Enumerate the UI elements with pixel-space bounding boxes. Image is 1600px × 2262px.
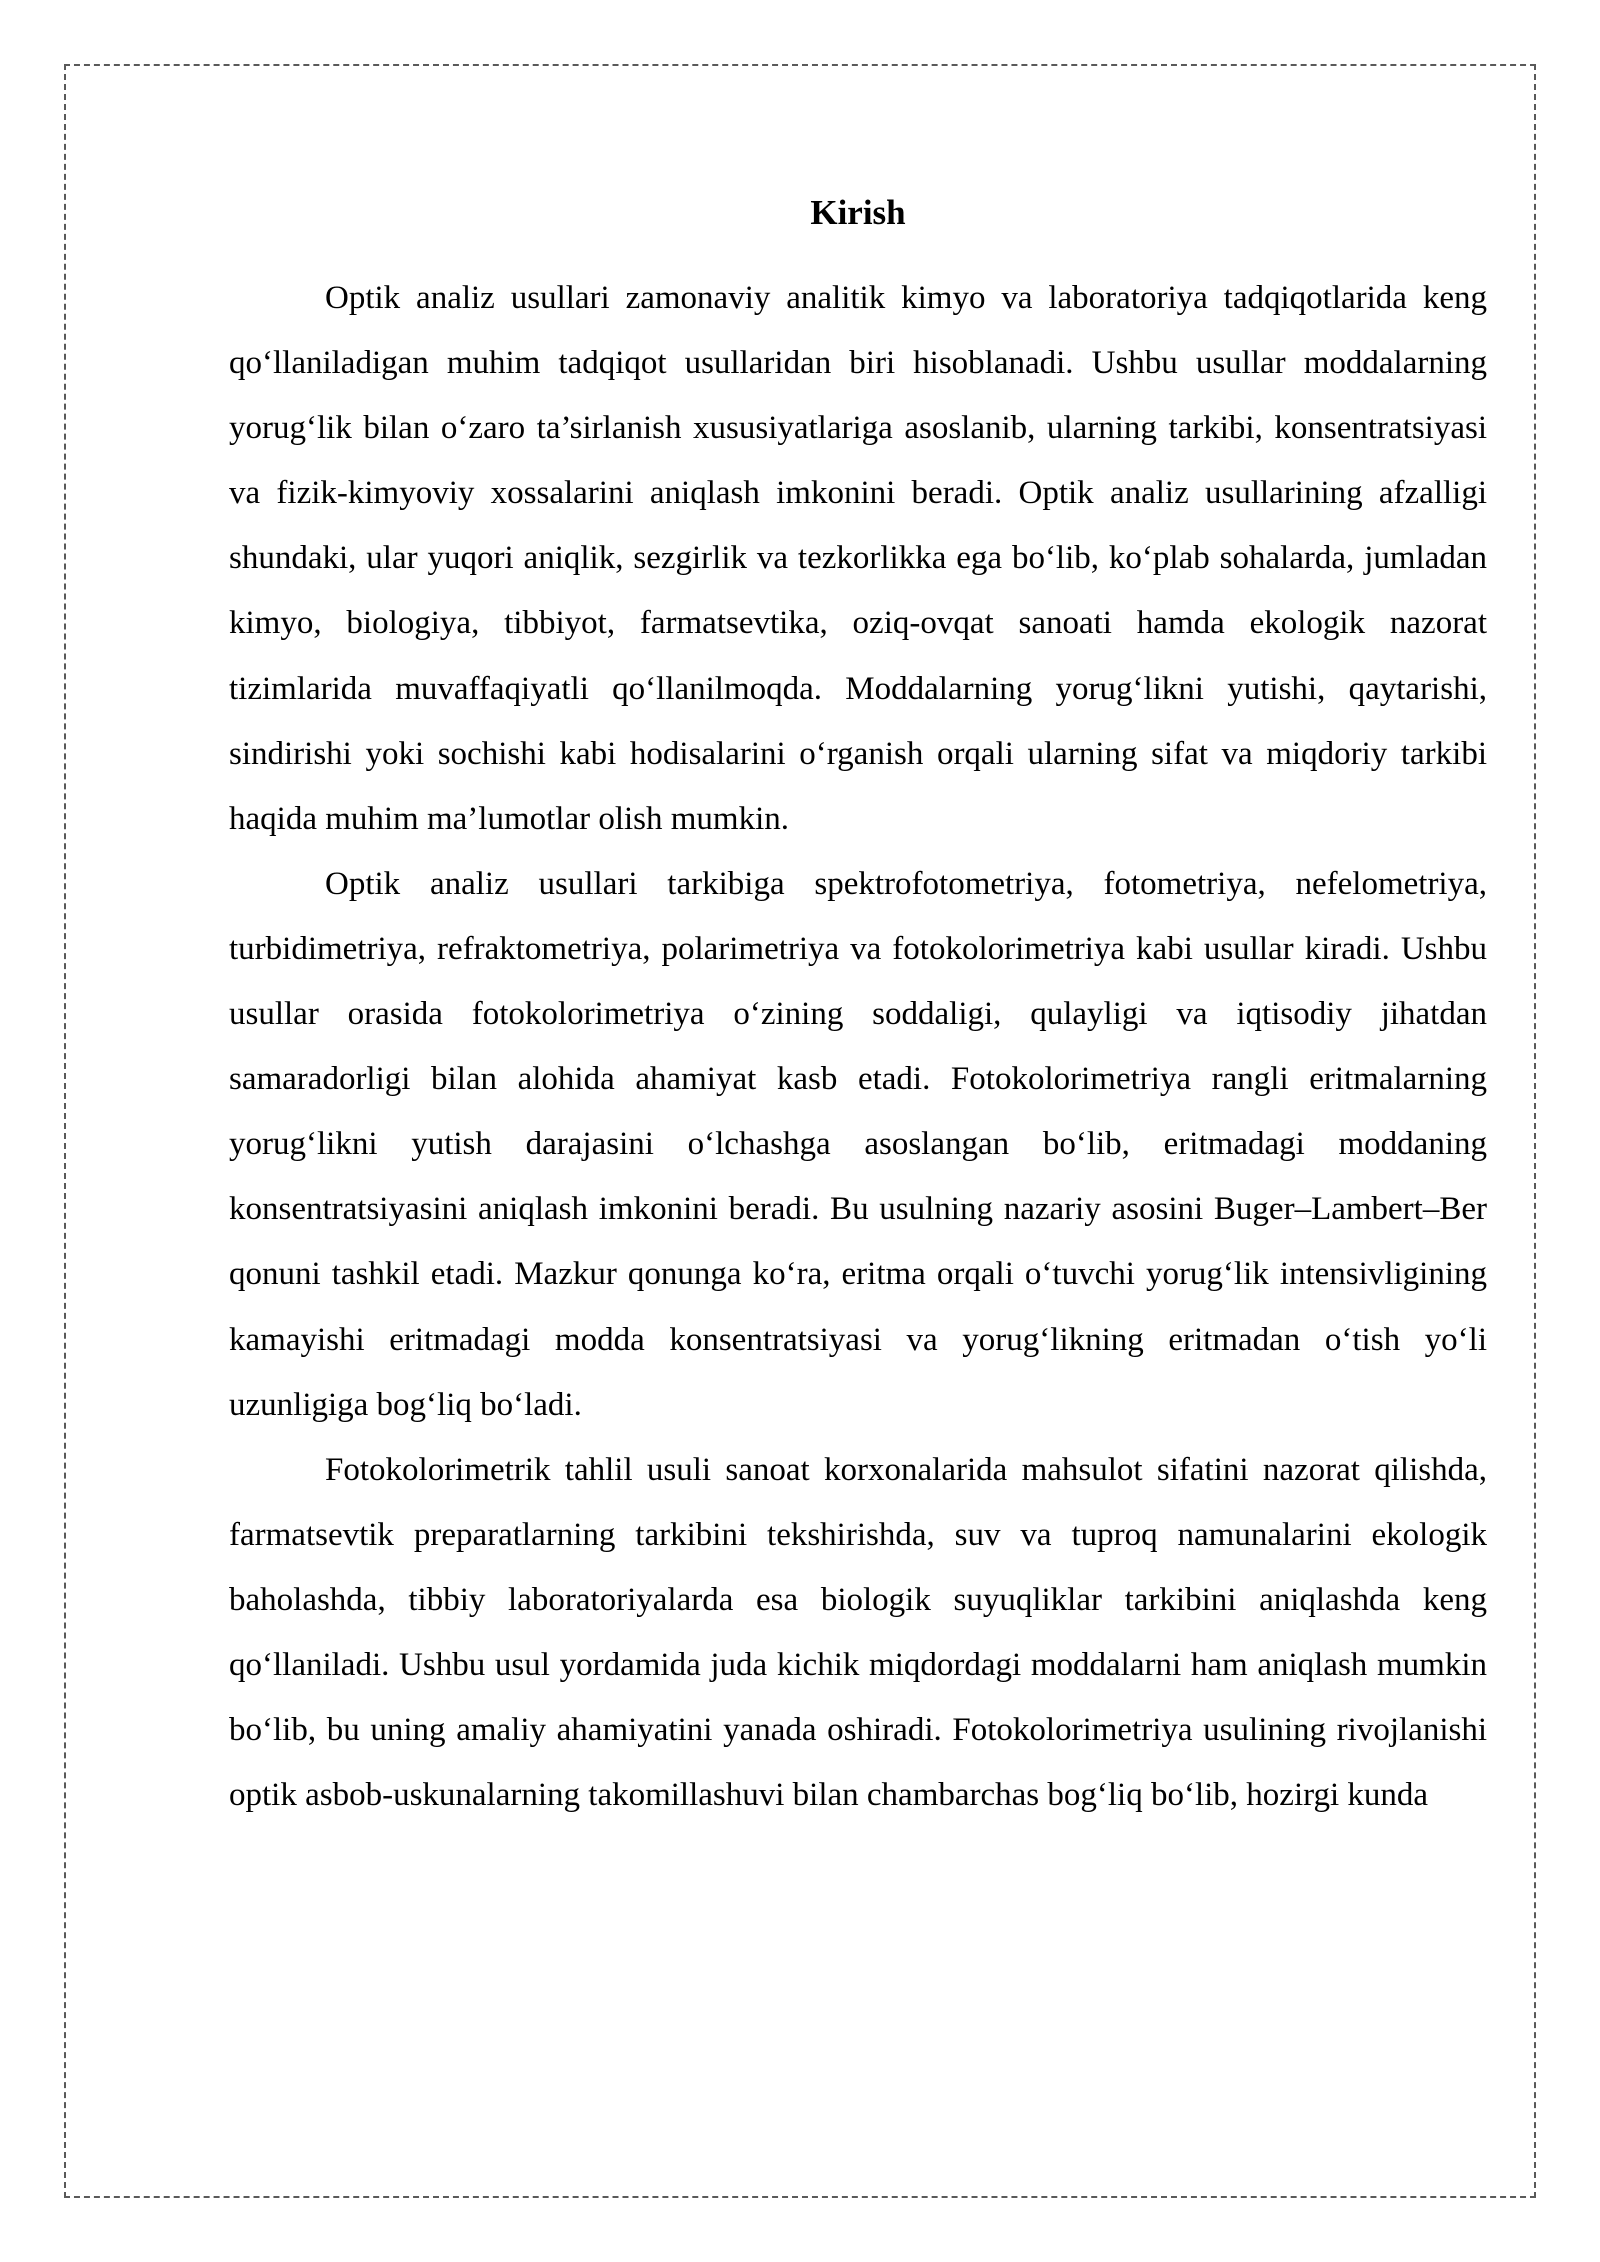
document-title: Kirish (810, 193, 906, 232)
document-body (229, 178, 1487, 1828)
paragraph-2: Optik analiz usullari tarkibiga spektrofotometriya, fotometriya, nefelometriya, turbidimetriya, refraktometriya, polarimetriya va fotokolorimetriya kabi usullar kiradi. Ushbu usullar orasida fotokolorimetriya o‘zining soddaligi, qulayligi va iqtisodiy jihatdan samaradorligi bilan alohida ahamiyat kasb etadi. Fotokolorimetriya rangli eritmalarning yorug‘likni yutish darajasini o‘lchashga asoslangan bo‘lib, eritmadagi moddaning konsentratsiyasini aniqlash imkonini beradi. Bu usulning nazariy asosini Buger–Lambert–Ber qonuni tashkil etadi. Mazkur qonunga ko‘ra, eritma orqali o‘tuvchi yorug‘lik intensivligining kamayishi eritmadagi modda konsentratsiyasi va yorug‘likning eritmadan o‘tish yo‘li uzunligiga bog‘liq bo‘ladi. (229, 865, 1487, 1423)
paragraph-3: Fotokolorimetrik tahlil usuli sanoat korxonalarida mahsulot sifatini nazorat qilishda, farmatsevtik preparatlarning tarkibini tekshirishda, suv va tuproq namunalarini ekologik baholashda, tibbiy laboratoriyalarda esa biologik suyuqliklar tarkibini aniqlashda keng qo‘llaniladi. Ushbu usul yordamida juda kichik miqdordagi moddalarni ham aniqlash mumkin bo‘lib, bu uning amaliy ahamiyatini yanada oshiradi. Fotokolorimetriya usulining rivojlanishi optik asbob-uskunalarning takomillashuvi bilan chambarchas bog‘liq bo‘lib, hozirgi kunda (229, 1451, 1487, 1814)
paragraph-1: Optik analiz usullari zamonaviy analitik kimyo va laboratoriya tadqiqotlarida keng qo‘llaniladigan muhim tadqiqot usullaridan biri hisoblanadi. Ushbu usullar moddalarning yorug‘lik bilan o‘zaro ta’sirlanish xususiyatlariga asoslanib, ularning tarkibi, konsentratsiyasi va fizik-kimyoviy xossalarini aniqlash imkonini beradi. Optik analiz usullarining afzalligi shundaki, ular yuqori aniqlik, sezgirlik va tezkorlikka ega bo‘lib, ko‘plab sohalarda, jumladan kimyo, biologiya, tibbiyot, farmatsevtika, oziq-ovqat sanoati hamda ekologik nazorat tizimlarida muvaffaqiyatli qo‘llanilmoqda. Moddalarning yorug‘likni yutishi, qaytarishi, sindirishi yoki sochishi kabi hodisalarini o‘rganish orqali ularning sifat va miqdoriy tarkibi haqida muhim ma’lumotlar olish mumkin. (229, 280, 1487, 837)
